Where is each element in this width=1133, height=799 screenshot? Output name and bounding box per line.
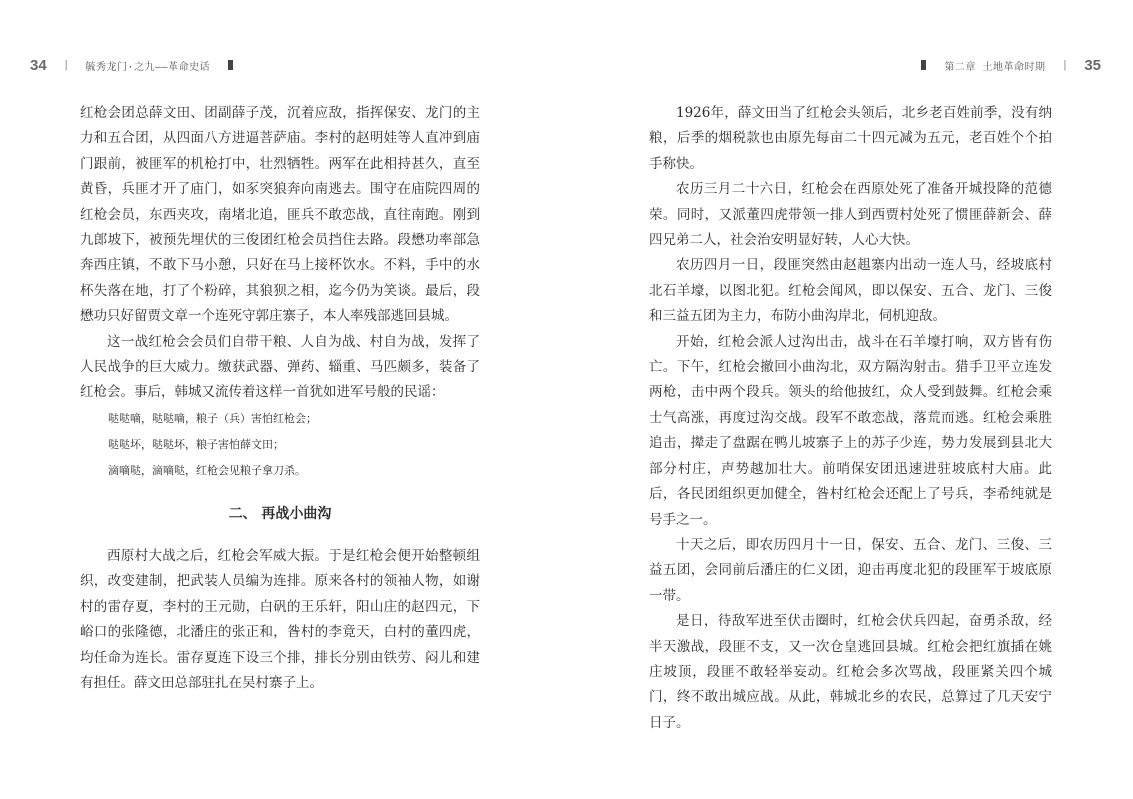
paragraph: 这一战红枪会会员们自带干粮、人自为战、村自为战，发挥了人民战争的巨大威力。缴获武器、弹药、辎重、马匹颇多，装备了红枪会。事后，韩城又流传着这样一首犹如进军号般的民谣： (80, 333, 480, 401)
paragraph: 开始，红枪会派人过沟出击，战斗在石羊壕打响，双方皆有伤亡。下午，红枪会撤回小曲沟北，双方隔沟射击。猎手卫平立连发两枪，击中两个段兵。领头的给他披红，众人受到鼓舞。红枪会乘士气高涨，再度过沟交战。段军不敢恋战，落荒而逃。红枪会乘胜追击，撵走了盘踞在鸭儿坡寨子上的苏子少连，势力发展到县北大部分村庄，声势越加壮大。前哨保安团迅速进驻坡底村大庙。此后，各民团组织更加健全，昝村红枪会还配上了号兵，李希纯就是号手之一。 (649, 333, 1052, 528)
left-running-title: 毓秀龙门·之九——革命史话 (85, 61, 211, 73)
left-page (0, 0, 566, 799)
paragraph: 十天之后，即农历四月十一日，保安、五合、龙门、三俊、三益五团，会同前后潘庄的仁义团，迎击再度北犯的段匪军于坡底原一带。 (649, 536, 1052, 604)
right-page-number: 35 (1084, 56, 1101, 74)
left-page-number: 34 (30, 56, 47, 74)
right-page-header (921, 54, 1101, 76)
left-page-header (30, 54, 233, 76)
header-block-mark (228, 60, 233, 70)
paragraph: 是日，待敌军进至伏击圈时，红枪会伏兵四起，奋勇杀敌，经半天激战，段匪不支，又一次仓皇逃回县城。红枪会把红旗插在姚庄坡顶，段匪不敢轻举妄动。红枪会多次骂战，段匪紧关四个城门，终不敢出城应战。从此，韩城北乡的农民，总算过了几天安宁日子。 (649, 613, 1052, 731)
left-page-body (80, 101, 480, 696)
right-page-body (649, 101, 1052, 736)
paragraph: 西原村大战之后，红枪会军威大振。于是红枪会便开始整顿组织，改变建制，把武装人员编为连排。原来各村的领袖人物，如谢村的雷存夏，李村的王元勋，白矾的王乐轩，阳山庄的赵四元，下峪口的张隆德，北潘庄的张正和，昝村的李竟天，白村的董四虎，均任命为连长。雷存夏连下设三个排，排长分别由铁劳、闷儿和建有担任。薛文田总部驻扎在吴村寨子上。 (80, 547, 480, 691)
paragraph: 农历四月一日，段匪突然由赵趄寨内出动一连人马，经坡底村北石羊壕，以图北犯。红枪会闻风，即以保安、五合、龙门、三俊和三益五团为主力，布防小曲沟岸北，伺机迎敌。 (649, 257, 1052, 325)
paragraph: 红枪会团总薛文田、团副薛子茂，沉着应敌，指挥保安、龙门的主力和五合团，从四面八方进逼菩萨庙。李村的赵明娃等人直冲到庙门跟前，被匪军的机枪打中，壮烈牺牲。两军在此相持甚久，直至黄昏，兵匪才开了庙门，如豕突狼奔向南逃去。围守在庙院四周的红枪会员，东西夹攻，南堵北追，匪兵不敢恋战，直往南跑。刚到九郎坡下，被预先埋伏的三俊团红枪会员挡住去路。段懋功率部急奔西庄镇，不敢下马小憩，只好在马上接杯饮水。不料，手中的水杯失落在地，打了个粉碎，其狼狈之相，迄今仍为笑谈。最后，段懋功只好留贾文章一个连死守郭庄寨子，本人率残部逃回县城。 (80, 105, 480, 325)
paragraph: 农历三月二十六日，红枪会在西原处死了准备开城投降的范德荣。同时，又派董四虎带领一排人到西贾村处死了惯匪薛新会、薛四兄弟二人，社会治安明显好转，人心大快。 (649, 181, 1052, 249)
verse-line: 哒哒坏，哒哒坏，粮子害怕薛文田； (108, 437, 284, 451)
verse-line: 滴嘀哒，滴嘀哒，红枪会见粮子拿刀杀。 (108, 463, 306, 477)
section-heading: 二、 再战小曲沟 (228, 505, 332, 522)
right-page (566, 0, 1133, 799)
verse-line: 哒哒嘀，哒哒嘀，粮子（兵）害怕红枪会； (108, 411, 317, 425)
paragraph: 1926年，薛文田当了红枪会头领后，北乡老百姓前季，没有纳粮，后季的烟税款也由原先每亩二十四元减为五元，老百姓个个拍手称快。 (649, 105, 1052, 172)
header-block-mark (921, 60, 926, 70)
right-running-title: 第二章 土地革命时期 (944, 61, 1046, 73)
header-divider: | (64, 59, 68, 71)
header-divider: | (1063, 59, 1067, 71)
